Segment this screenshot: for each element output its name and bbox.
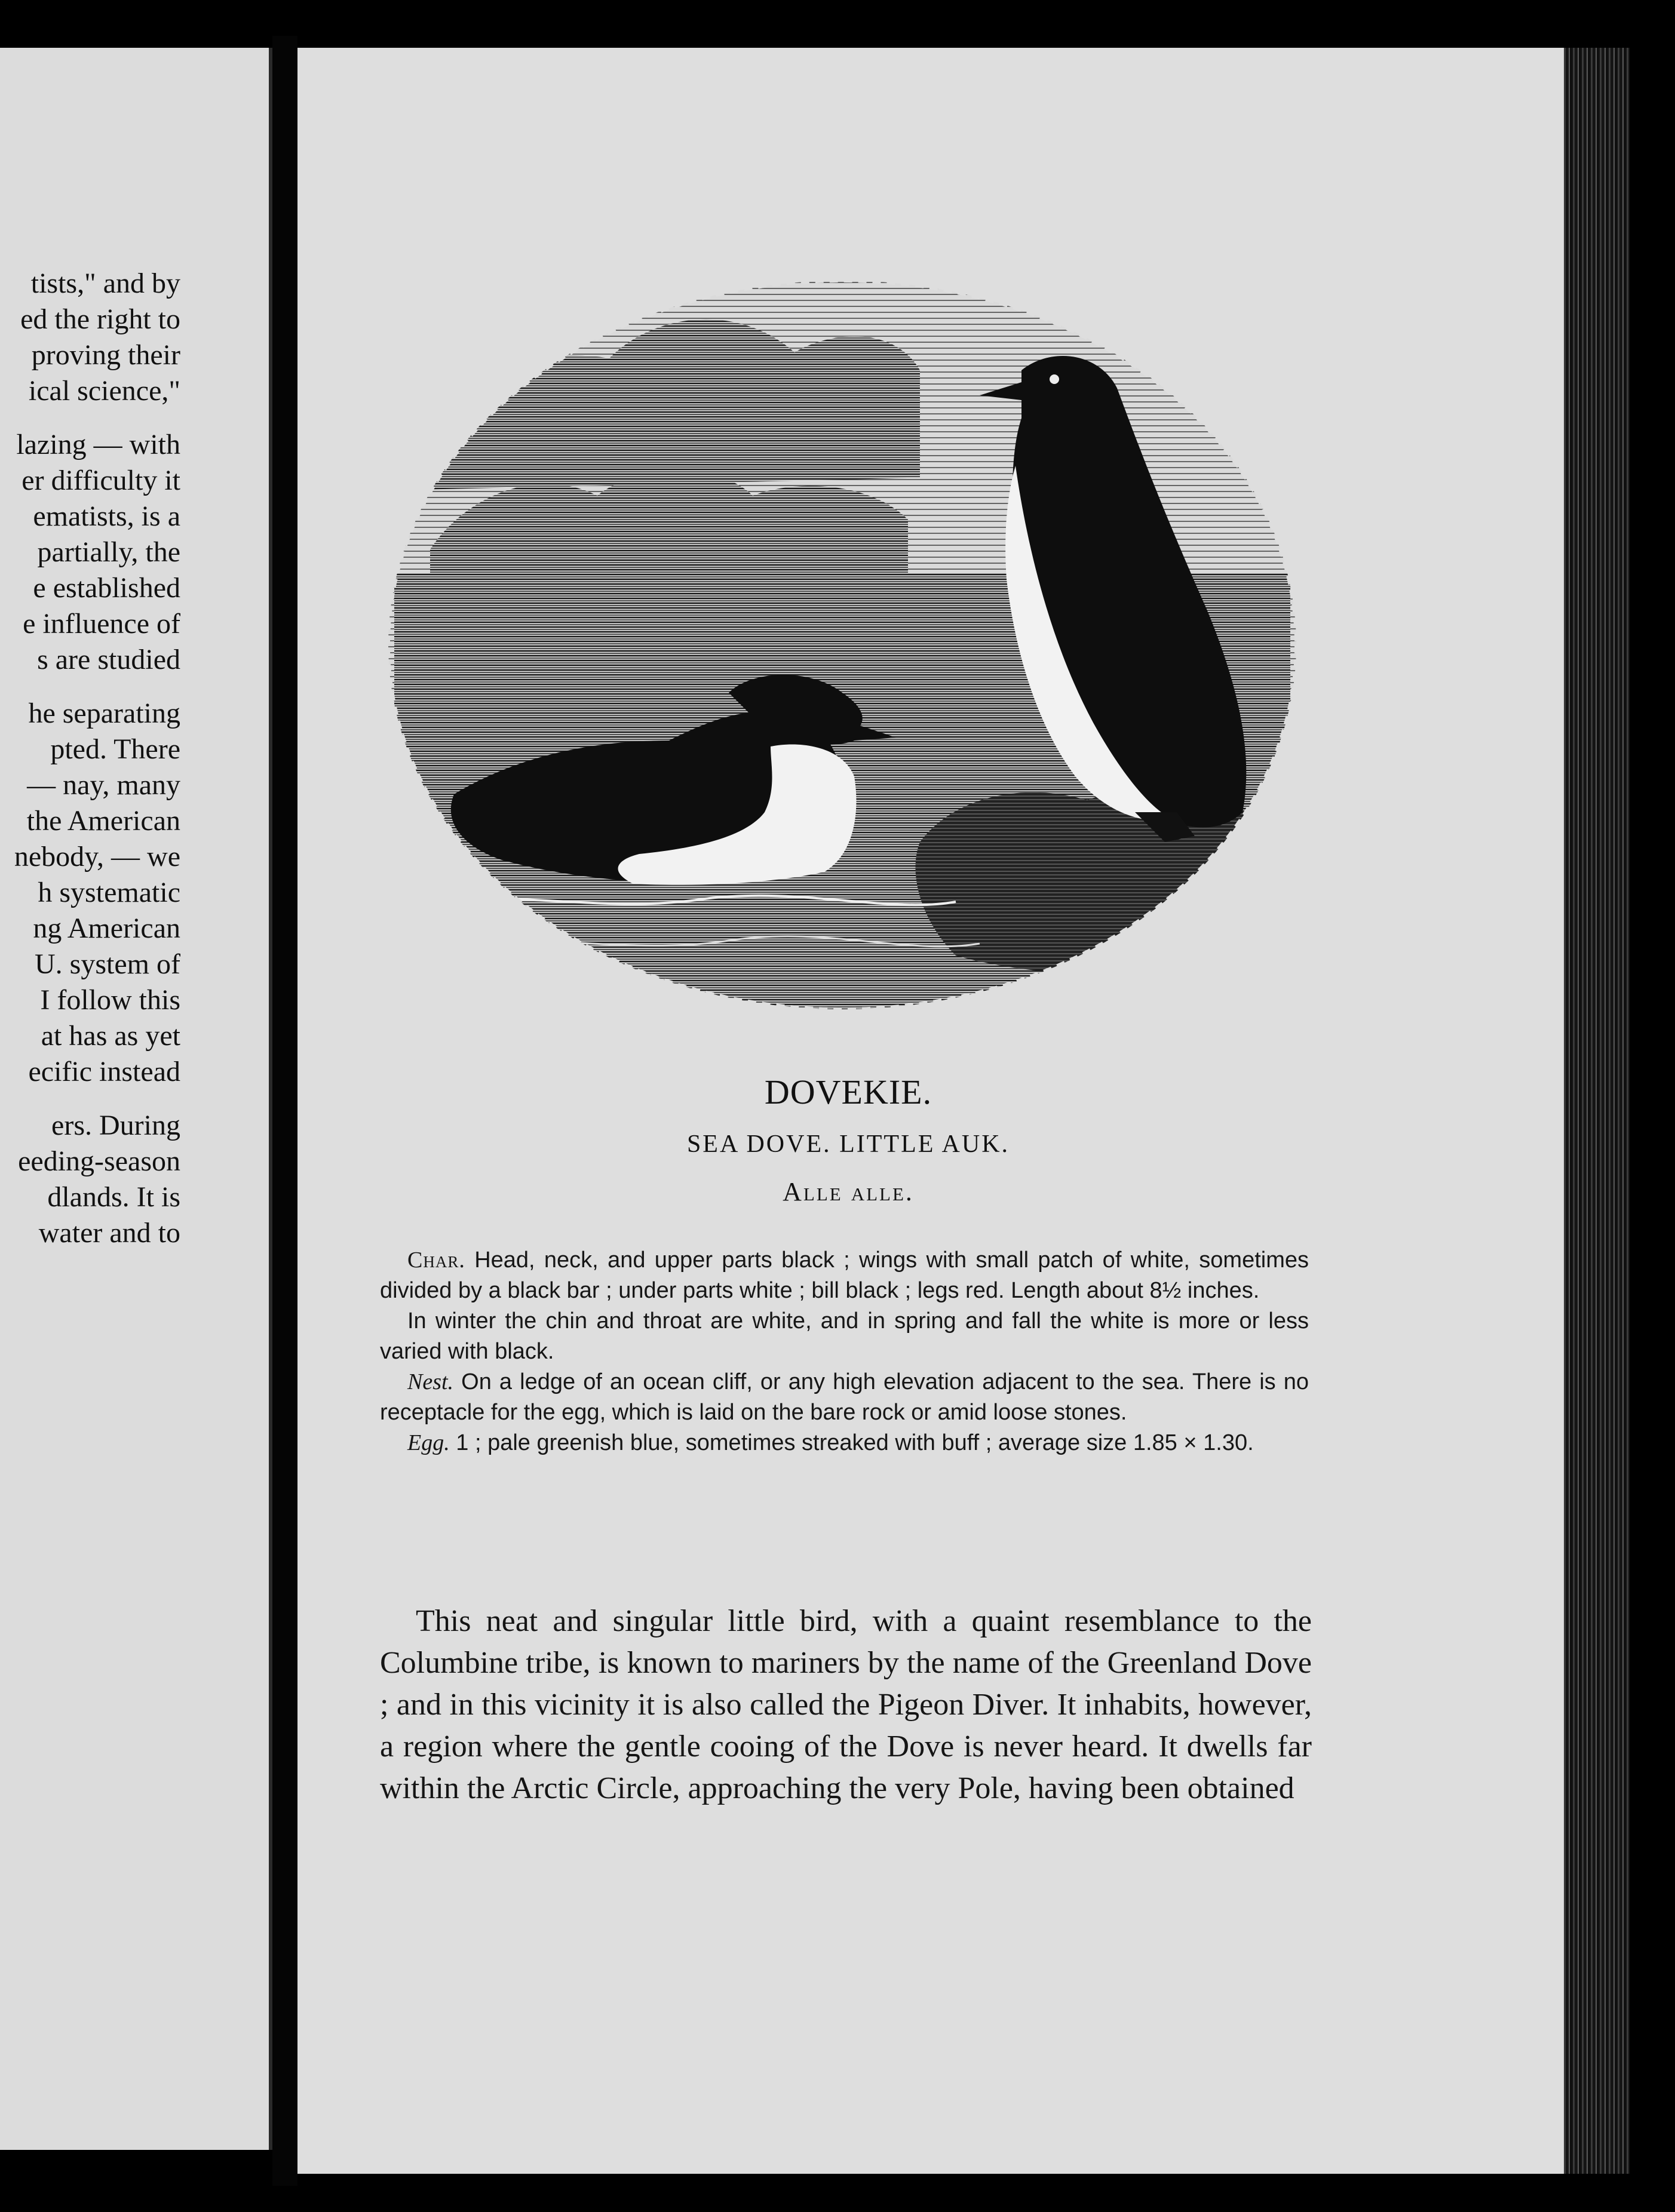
species-description [380,1245,1309,1458]
left-page-line: nebody, — we [14,841,180,872]
char-label: Char. [407,1248,465,1273]
left-page-line: pted. There [50,733,180,765]
left-page-gap [0,409,180,427]
left-page-text [0,266,180,1251]
left-page-line: h systematic [38,877,180,908]
left-page-line: the American [26,805,180,837]
entry-header [382,1072,1314,1207]
left-page-gap [0,1090,180,1108]
page-edges [1564,48,1630,2174]
left-page-line: he separating [28,698,180,729]
left-page-line: — nay, many [27,769,180,801]
left-page-line: e established [33,572,180,604]
left-page-line: ematists, is a [33,500,180,532]
left-page-line: proving their [31,339,180,371]
left-page-line: ers. During [51,1110,180,1141]
egg-paragraph [380,1428,1309,1458]
left-page-line: eeding-season [18,1145,180,1177]
nest-label: Nest. [407,1369,454,1394]
scientific-name: Alle alle. [783,1177,914,1206]
left-page-line: ed the right to [20,303,180,335]
body-paragraph: This neat and singular little bird, with a quaint resemblance to the Columbine tribe, is known to mariners by the name of the Greenland Dove ; and in this vicinity it is also called the Pigeon Diver. It inhabits, however, a region where the gentle cooing of the Dove is never heard. It dwells far within the Arctic Circle, approaching the very Pole, having been obtained [380,1604,1312,1805]
winter-paragraph: In winter the chin and throat are white, and in spring and fall the white is more or less varied with black. [380,1308,1309,1364]
engraving-two-dovekies-icon [382,239,1302,1021]
left-page-line: er difficulty it [22,465,180,496]
book-gutter [272,36,297,2186]
left-page-line: ical science," [28,375,180,407]
body-text [380,1600,1312,1809]
left-page-line: water and to [38,1217,180,1249]
left-page-line: tists," and by [30,268,180,299]
egg-label: Egg. [407,1430,450,1455]
char-paragraph [380,1245,1309,1306]
left-page-line: lazing — with [16,429,180,460]
entry-title: DOVEKIE. [764,1073,932,1111]
left-page-line: s are studied [37,644,180,675]
left-page [0,48,272,2150]
common-names: SEA DOVE. LITTLE AUK. [686,1130,1010,1158]
left-page-line: dlands. It is [47,1181,180,1213]
left-page-gap [0,678,180,696]
left-page-line: ecific instead [28,1056,180,1087]
egg-text: 1 ; pale greenish blue, sometimes streaked with buff ; average size 1.85 × 1.30. [456,1430,1254,1455]
left-page-line: U. system of [35,948,180,980]
left-page-line: at has as yet [41,1020,180,1052]
nest-paragraph [380,1367,1309,1428]
char-text: Head, neck, and upper parts black ; wings with small patch of white, sometimes divided by a black bar ; under parts white ; bill black ; legs red. Length about 8½ inches. [380,1248,1309,1303]
nest-text: On a ledge of an ocean cliff, or any high elevation adjacent to the sea. There is no receptacle for the egg, which is laid on the bare rock or amid loose stones. [380,1369,1309,1425]
left-page-line: I follow this [40,984,180,1016]
left-page-line: e influence of [23,608,180,640]
left-page-line: partially, the [37,536,180,568]
left-page-line: ng American [33,913,180,944]
